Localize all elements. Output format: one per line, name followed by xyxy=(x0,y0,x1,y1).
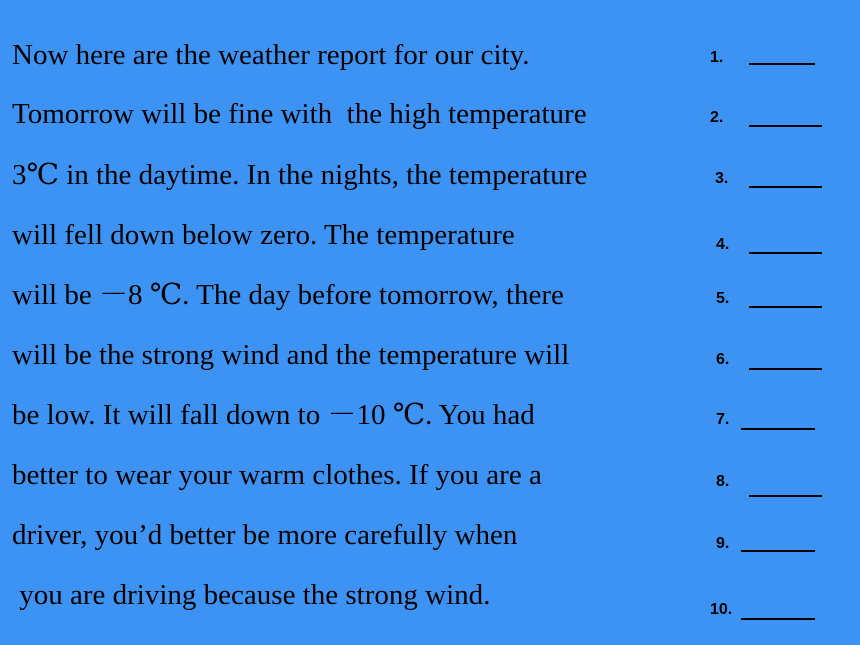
answer-blank-2[interactable] xyxy=(749,125,822,127)
answer-blank-10[interactable] xyxy=(741,618,815,620)
answer-blank-6[interactable] xyxy=(749,368,822,370)
answer-blank-7[interactable] xyxy=(741,428,815,430)
passage-line-7: be low. It will fall down to －10 ℃. You had xyxy=(12,399,535,431)
answer-blank-3[interactable] xyxy=(749,186,822,188)
answer-number-1: 1. xyxy=(710,49,724,66)
answer-blank-1[interactable] xyxy=(749,63,815,65)
passage-line-1: Now here are the weather report for our city. xyxy=(12,39,530,71)
answer-number-4: 4. xyxy=(716,236,730,253)
answer-number-2: 2. xyxy=(710,109,724,126)
passage-line-9: driver, you’d better be more carefully when xyxy=(12,519,518,551)
passage-line-6: will be the strong wind and the temperature will xyxy=(12,339,570,371)
answer-blank-4[interactable] xyxy=(749,252,822,254)
answer-number-3: 3. xyxy=(715,170,729,187)
passage-line-10: you are driving because the strong wind. xyxy=(12,579,491,611)
answer-number-8: 8. xyxy=(716,473,730,490)
answer-number-9: 9. xyxy=(716,535,730,552)
answer-blank-5[interactable] xyxy=(749,306,822,308)
passage-line-4: will fell down below zero. The temperature xyxy=(12,219,515,251)
answer-blank-9[interactable] xyxy=(741,550,815,552)
passage-line-3: 3℃ in the daytime. In the nights, the temperature xyxy=(12,159,588,191)
answer-number-6: 6. xyxy=(716,351,730,368)
answer-number-10: 10. xyxy=(710,601,733,618)
passage-line-8: better to wear your warm clothes. If you are a xyxy=(12,459,542,491)
passage-line-2: Tomorrow will be fine with the high temperature xyxy=(12,98,587,130)
answer-blank-8[interactable] xyxy=(749,495,822,497)
answer-list xyxy=(700,0,860,645)
passage-line-5: will be －8 ℃. The day before tomorrow, there xyxy=(12,279,564,311)
answer-number-5: 5. xyxy=(716,290,730,307)
answer-number-7: 7. xyxy=(716,411,730,428)
